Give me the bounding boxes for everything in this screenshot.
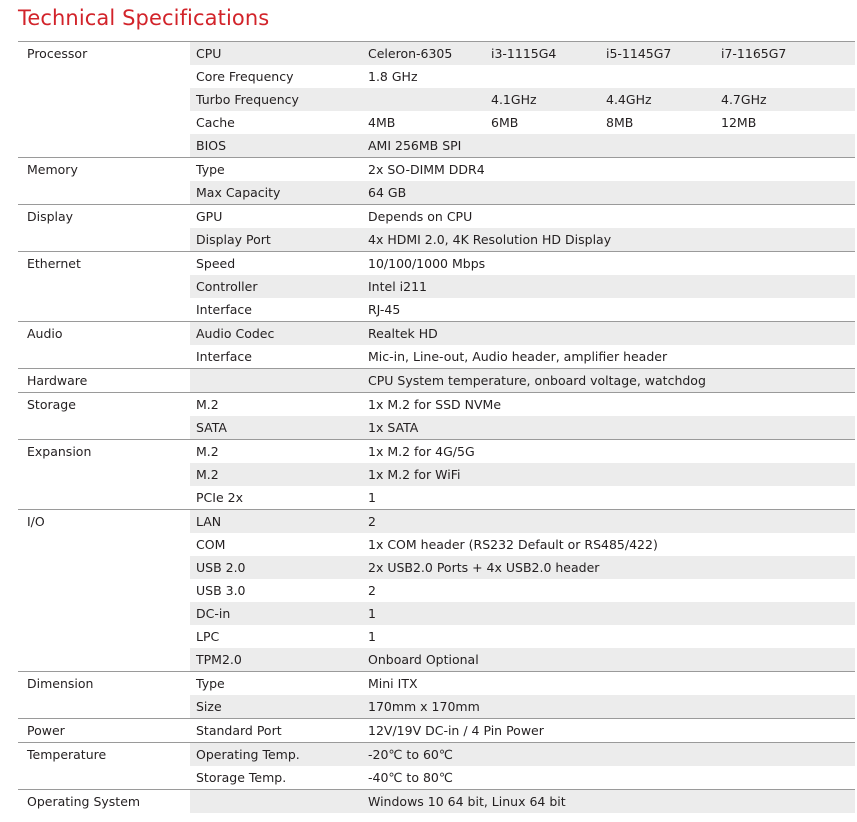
- row-value: 2: [362, 579, 855, 602]
- row-category: [18, 533, 190, 556]
- row-subcategory: Storage Temp.: [190, 766, 362, 790]
- row-value: 1: [362, 486, 855, 510]
- table-row: [18, 322, 855, 346]
- row-subcategory: Type: [190, 672, 362, 696]
- row-value: CPU System temperature, onboard voltage, watchdog: [362, 369, 855, 393]
- row-value: 64 GB: [362, 181, 855, 205]
- row-value: Windows 10 64 bit, Linux 64 bit: [362, 790, 855, 814]
- row-category: Processor: [18, 42, 190, 66]
- row-value: i5-1145G7: [600, 42, 715, 66]
- table-row: [18, 275, 855, 298]
- table-row: [18, 440, 855, 464]
- row-subcategory: [190, 790, 362, 814]
- row-subcategory: Controller: [190, 275, 362, 298]
- row-category: Display: [18, 205, 190, 229]
- row-category: Dimension: [18, 672, 190, 696]
- row-subcategory: DC-in: [190, 602, 362, 625]
- row-value: 4.4GHz: [600, 88, 715, 111]
- row-category: Expansion: [18, 440, 190, 464]
- row-subcategory: [190, 369, 362, 393]
- table-row: [18, 556, 855, 579]
- row-subcategory: TPM2.0: [190, 648, 362, 672]
- row-category: Hardware: [18, 369, 190, 393]
- row-value: 12MB: [715, 111, 855, 134]
- row-subcategory: GPU: [190, 205, 362, 229]
- row-value: AMI 256MB SPI: [362, 134, 855, 158]
- row-value: 2x SO-DIMM DDR4: [362, 158, 855, 182]
- row-value: Mic-in, Line-out, Audio header, amplifier header: [362, 345, 855, 369]
- row-category: [18, 556, 190, 579]
- table-row: [18, 486, 855, 510]
- table-row: [18, 695, 855, 719]
- row-value: 6MB: [485, 111, 600, 134]
- table-row: [18, 510, 855, 534]
- table-row: [18, 345, 855, 369]
- row-value: 12V/19V DC-in / 4 Pin Power: [362, 719, 855, 743]
- row-subcategory: M.2: [190, 393, 362, 417]
- row-subcategory: SATA: [190, 416, 362, 440]
- row-subcategory: COM: [190, 533, 362, 556]
- row-value: 1x COM header (RS232 Default or RS485/422): [362, 533, 855, 556]
- row-value: Realtek HD: [362, 322, 855, 346]
- row-value: 2x USB2.0 Ports + 4x USB2.0 header: [362, 556, 855, 579]
- table-row: [18, 790, 855, 814]
- row-subcategory: Turbo Frequency: [190, 88, 362, 111]
- row-value: [362, 88, 485, 111]
- row-value: RJ-45: [362, 298, 855, 322]
- table-row: [18, 602, 855, 625]
- row-subcategory: LPC: [190, 625, 362, 648]
- row-category: [18, 111, 190, 134]
- row-subcategory: Max Capacity: [190, 181, 362, 205]
- row-category: [18, 486, 190, 510]
- row-category: [18, 766, 190, 790]
- row-category: Ethernet: [18, 252, 190, 276]
- row-subcategory: BIOS: [190, 134, 362, 158]
- table-body: [18, 42, 855, 814]
- row-subcategory: Cache: [190, 111, 362, 134]
- row-subcategory: Standard Port: [190, 719, 362, 743]
- table-row: [18, 463, 855, 486]
- row-value: Intel i211: [362, 275, 855, 298]
- row-category: [18, 416, 190, 440]
- table-row: [18, 743, 855, 767]
- row-category: [18, 181, 190, 205]
- row-category: [18, 65, 190, 88]
- row-category: [18, 134, 190, 158]
- row-subcategory: PCIe 2x: [190, 486, 362, 510]
- row-value: 1x SATA: [362, 416, 855, 440]
- row-value: i3-1115G4: [485, 42, 600, 66]
- table-row: [18, 88, 855, 111]
- row-value: 4x HDMI 2.0, 4K Resolution HD Display: [362, 228, 855, 252]
- row-category: Audio: [18, 322, 190, 346]
- table-row: [18, 65, 855, 88]
- row-category: [18, 648, 190, 672]
- row-category: Operating System: [18, 790, 190, 814]
- row-category: Power: [18, 719, 190, 743]
- row-value: 170mm x 170mm: [362, 695, 855, 719]
- table-row: [18, 533, 855, 556]
- row-category: [18, 345, 190, 369]
- row-value: 1x M.2 for 4G/5G: [362, 440, 855, 464]
- table-row: [18, 111, 855, 134]
- row-category: [18, 88, 190, 111]
- row-category: [18, 228, 190, 252]
- row-subcategory: Audio Codec: [190, 322, 362, 346]
- row-subcategory: M.2: [190, 440, 362, 464]
- row-category: [18, 579, 190, 602]
- row-value: 1.8 GHz: [362, 65, 855, 88]
- row-value: 4.1GHz: [485, 88, 600, 111]
- row-value: 4MB: [362, 111, 485, 134]
- table-row: [18, 181, 855, 205]
- table-row: [18, 672, 855, 696]
- row-subcategory: Operating Temp.: [190, 743, 362, 767]
- row-subcategory: Interface: [190, 298, 362, 322]
- row-category: [18, 602, 190, 625]
- row-subcategory: USB 3.0: [190, 579, 362, 602]
- row-category: [18, 625, 190, 648]
- row-value: Mini ITX: [362, 672, 855, 696]
- row-value: 1: [362, 602, 855, 625]
- row-value: Celeron-6305: [362, 42, 485, 66]
- row-subcategory: Interface: [190, 345, 362, 369]
- row-subcategory: M.2: [190, 463, 362, 486]
- row-value: 1: [362, 625, 855, 648]
- page-title: Technical Specifications: [18, 6, 270, 30]
- row-category: [18, 298, 190, 322]
- row-value: i7-1165G7: [715, 42, 855, 66]
- row-subcategory: LAN: [190, 510, 362, 534]
- table-row: [18, 228, 855, 252]
- row-subcategory: CPU: [190, 42, 362, 66]
- technical-specifications-table: [18, 41, 855, 813]
- row-category: [18, 463, 190, 486]
- table-row: [18, 369, 855, 393]
- table-row: [18, 158, 855, 182]
- table-row: [18, 719, 855, 743]
- row-value: 4.7GHz: [715, 88, 855, 111]
- row-subcategory: Type: [190, 158, 362, 182]
- row-category: Memory: [18, 158, 190, 182]
- table-row: [18, 298, 855, 322]
- row-value: Onboard Optional: [362, 648, 855, 672]
- row-category: [18, 695, 190, 719]
- row-value: 1x M.2 for WiFi: [362, 463, 855, 486]
- row-category: [18, 275, 190, 298]
- table-row: [18, 416, 855, 440]
- table-row: [18, 252, 855, 276]
- row-value: -20℃ to 60℃: [362, 743, 855, 767]
- row-subcategory: Display Port: [190, 228, 362, 252]
- table-row: [18, 766, 855, 790]
- row-category: I/O: [18, 510, 190, 534]
- row-value: 1x M.2 for SSD NVMe: [362, 393, 855, 417]
- table-row: [18, 648, 855, 672]
- table-row: [18, 393, 855, 417]
- table-row: [18, 625, 855, 648]
- table-row: [18, 42, 855, 66]
- row-category: Storage: [18, 393, 190, 417]
- table-row: [18, 134, 855, 158]
- row-value: 8MB: [600, 111, 715, 134]
- table-row: [18, 205, 855, 229]
- row-subcategory: Speed: [190, 252, 362, 276]
- row-subcategory: Core Frequency: [190, 65, 362, 88]
- row-subcategory: USB 2.0: [190, 556, 362, 579]
- row-category: Temperature: [18, 743, 190, 767]
- row-subcategory: Size: [190, 695, 362, 719]
- row-value: 2: [362, 510, 855, 534]
- row-value: 10/100/1000 Mbps: [362, 252, 855, 276]
- row-value: -40℃ to 80℃: [362, 766, 855, 790]
- table-row: [18, 579, 855, 602]
- row-value: Depends on CPU: [362, 205, 855, 229]
